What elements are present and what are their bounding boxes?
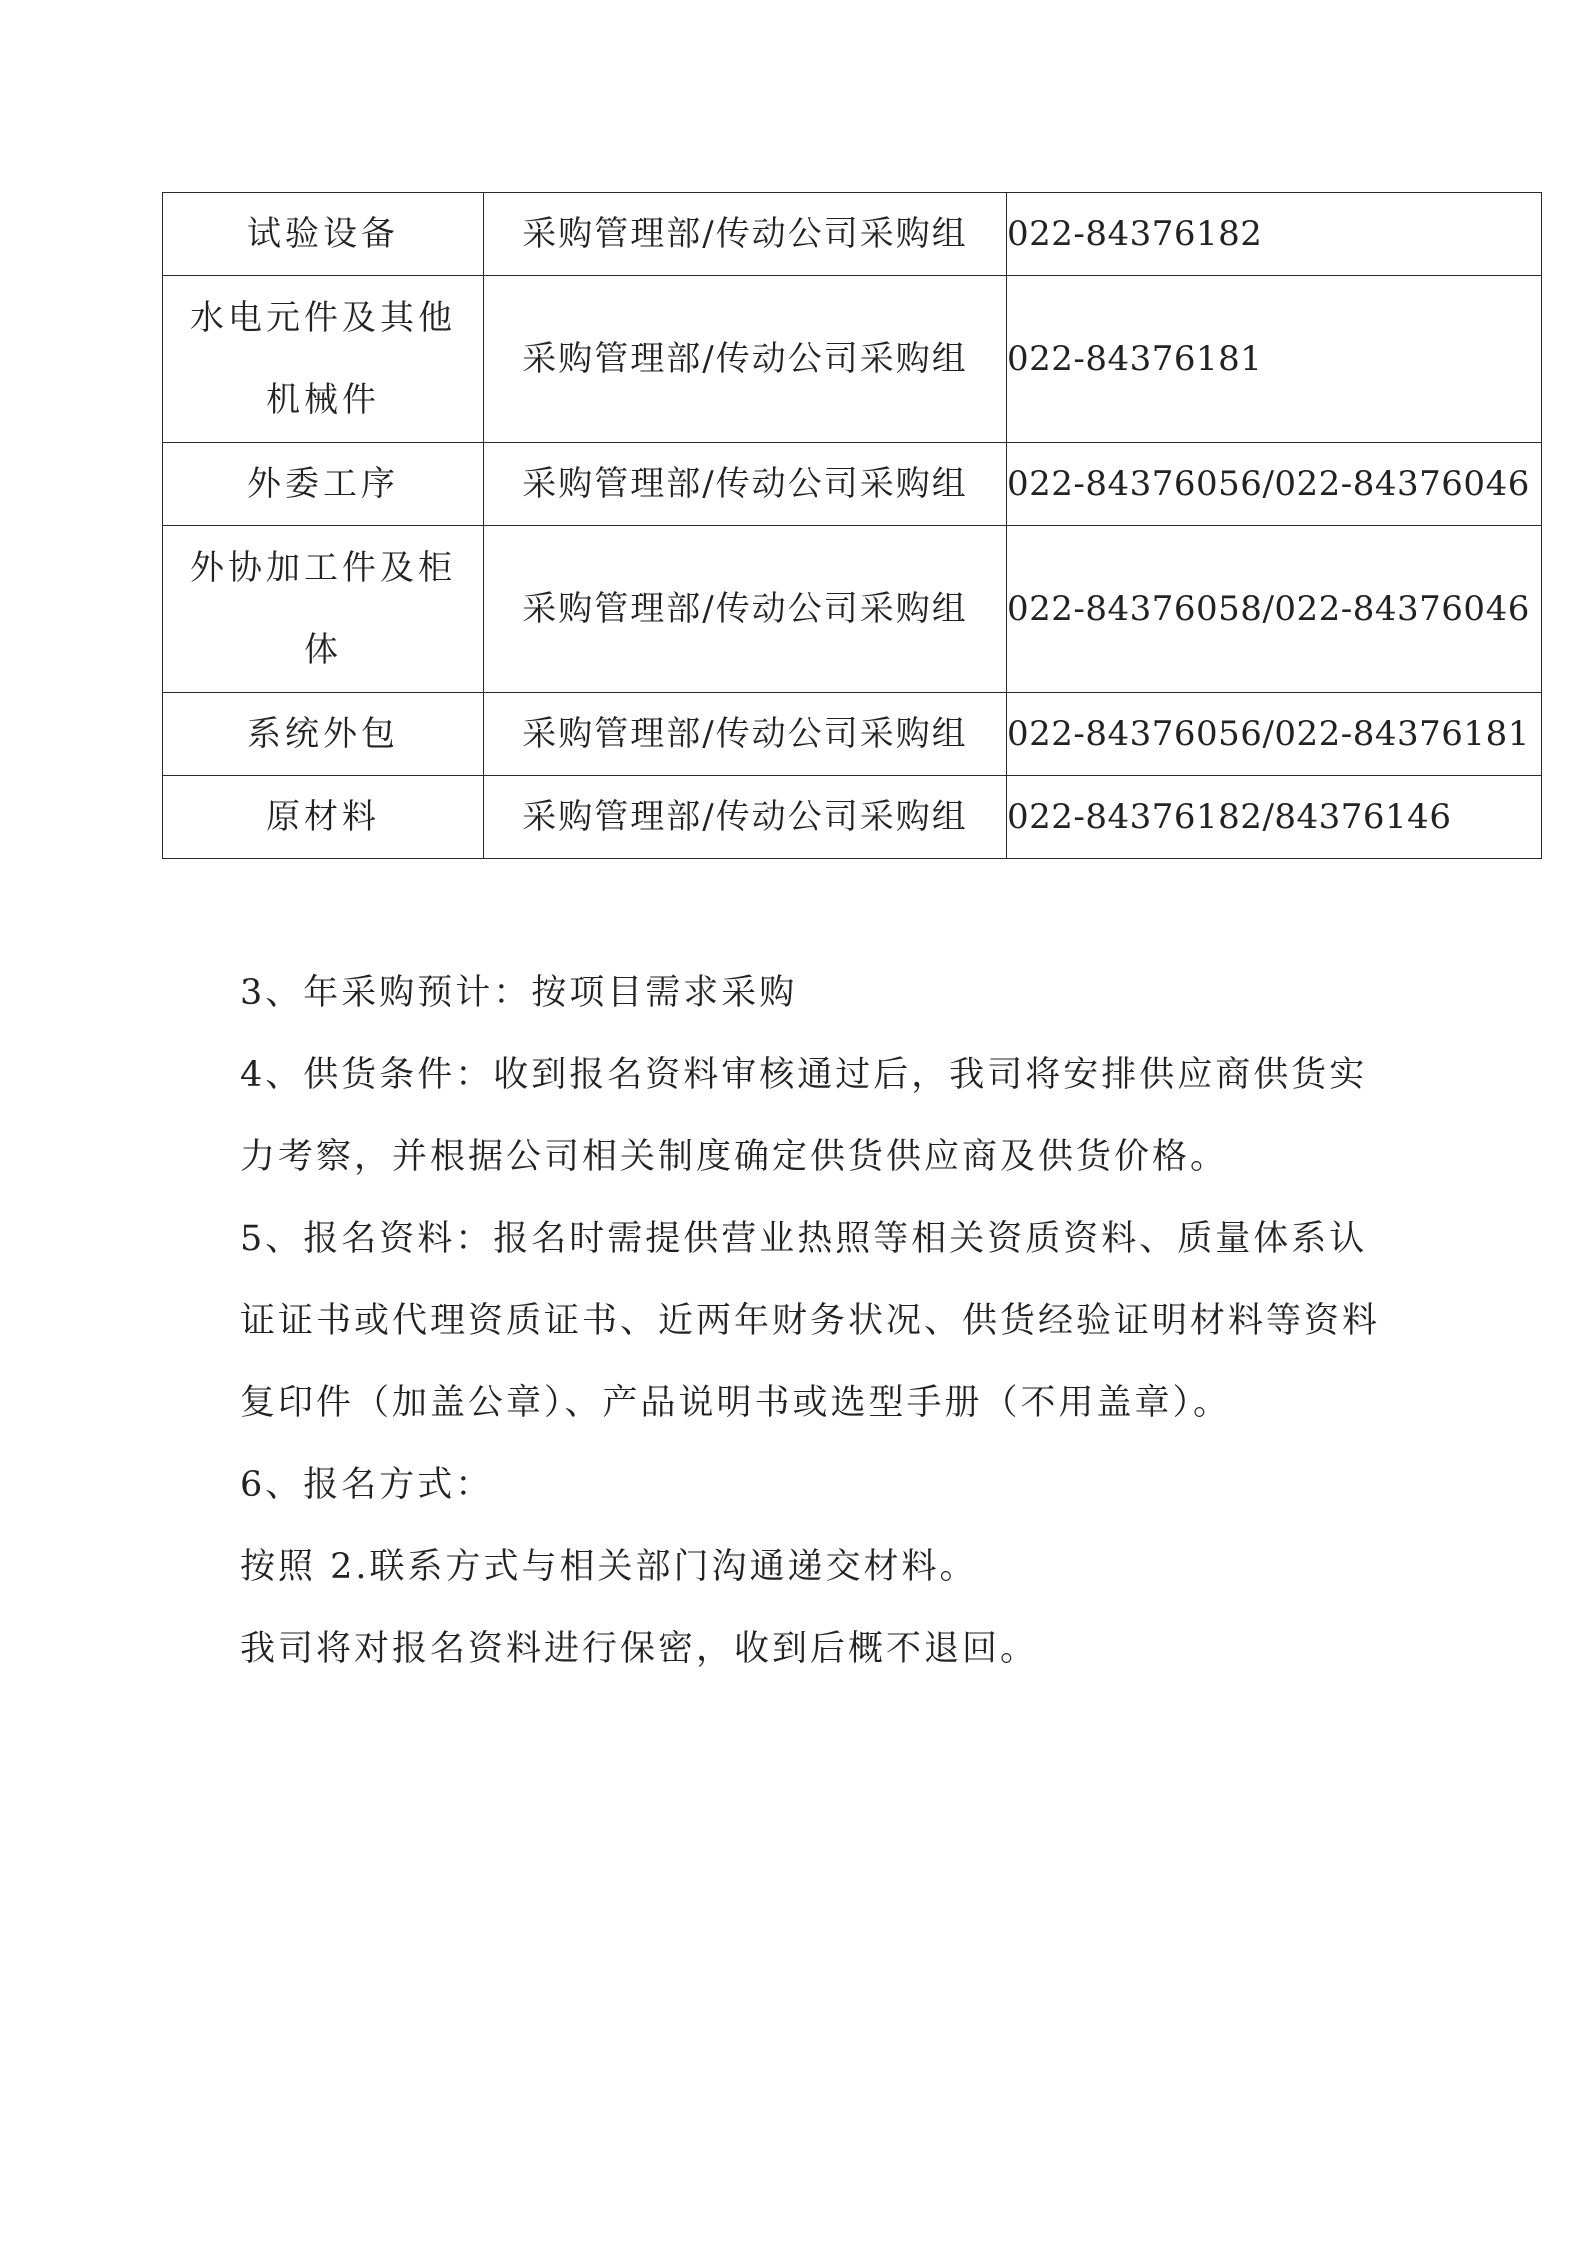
department-cell: 采购管理部/传动公司采购组 xyxy=(484,276,1007,443)
paragraph-registration-materials-end: 复印件（加盖公章）、产品说明书或选型手册（不用盖章）。 xyxy=(240,1383,1232,1423)
phone-cell: 022-84376056/022-84376046 xyxy=(1007,443,1542,526)
department-cell: 采购管理部/传动公司采购组 xyxy=(484,693,1007,776)
category-text: 原材料 xyxy=(266,797,380,837)
paragraph-annual-purchase: 3、年采购预计：按项目需求采购 xyxy=(240,973,798,1013)
phone-cell: 022-84376181 xyxy=(1007,276,1542,443)
table-row xyxy=(163,443,1542,526)
paragraph-contact-instructions: 按照 2.联系方式与相关部门沟通递交材料。 xyxy=(240,1547,978,1587)
table-row xyxy=(163,693,1542,776)
table-row xyxy=(163,276,1542,443)
category-cell xyxy=(163,193,484,276)
department-cell: 采购管理部/传动公司采购组 xyxy=(484,526,1007,693)
table-row xyxy=(163,193,1542,276)
category-text: 外委工序 xyxy=(247,464,399,504)
contact-table xyxy=(162,192,1542,859)
category-text: 体 xyxy=(304,630,342,670)
phone-cell: 022-84376182/84376146 xyxy=(1007,776,1542,859)
paragraph-confidentiality: 我司将对报名资料进行保密，收到后概不退回。 xyxy=(240,1629,1039,1669)
paragraph-registration-method: 6、报名方式： xyxy=(240,1465,494,1505)
table-row xyxy=(163,526,1542,693)
category-cell xyxy=(163,276,484,443)
paragraph-registration-materials-cont: 证证书或代理资质证书、近两年财务状况、供货经验证明材料等资料 xyxy=(240,1301,1381,1341)
phone-cell: 022-84376058/022-84376046 xyxy=(1007,526,1542,693)
paragraph-supply-conditions-cont: 力考察，并根据公司相关制度确定供货供应商及供货价格。 xyxy=(240,1137,1229,1177)
category-text: 外协加工件及柜 xyxy=(190,548,456,588)
category-cell xyxy=(163,776,484,859)
category-text: 系统外包 xyxy=(247,714,399,754)
category-cell xyxy=(163,526,484,693)
phone-cell: 022-84376056/022-84376181 xyxy=(1007,693,1542,776)
phone-cell: 022-84376182 xyxy=(1007,193,1542,276)
category-text: 水电元件及其他 xyxy=(190,298,456,338)
category-text: 机械件 xyxy=(266,380,380,420)
body-text xyxy=(240,952,1381,1690)
category-cell xyxy=(163,443,484,526)
department-cell: 采购管理部/传动公司采购组 xyxy=(484,193,1007,276)
paragraph-supply-conditions: 4、供货条件：收到报名资料审核通过后，我司将安排供应商供货实 xyxy=(240,1055,1368,1095)
department-cell: 采购管理部/传动公司采购组 xyxy=(484,443,1007,526)
table-row xyxy=(163,776,1542,859)
category-text: 试验设备 xyxy=(247,214,399,254)
category-cell xyxy=(163,693,484,776)
paragraph-registration-materials: 5、报名资料：报名时需提供营业热照等相关资质资料、质量体系认 xyxy=(240,1219,1368,1259)
department-cell: 采购管理部/传动公司采购组 xyxy=(484,776,1007,859)
